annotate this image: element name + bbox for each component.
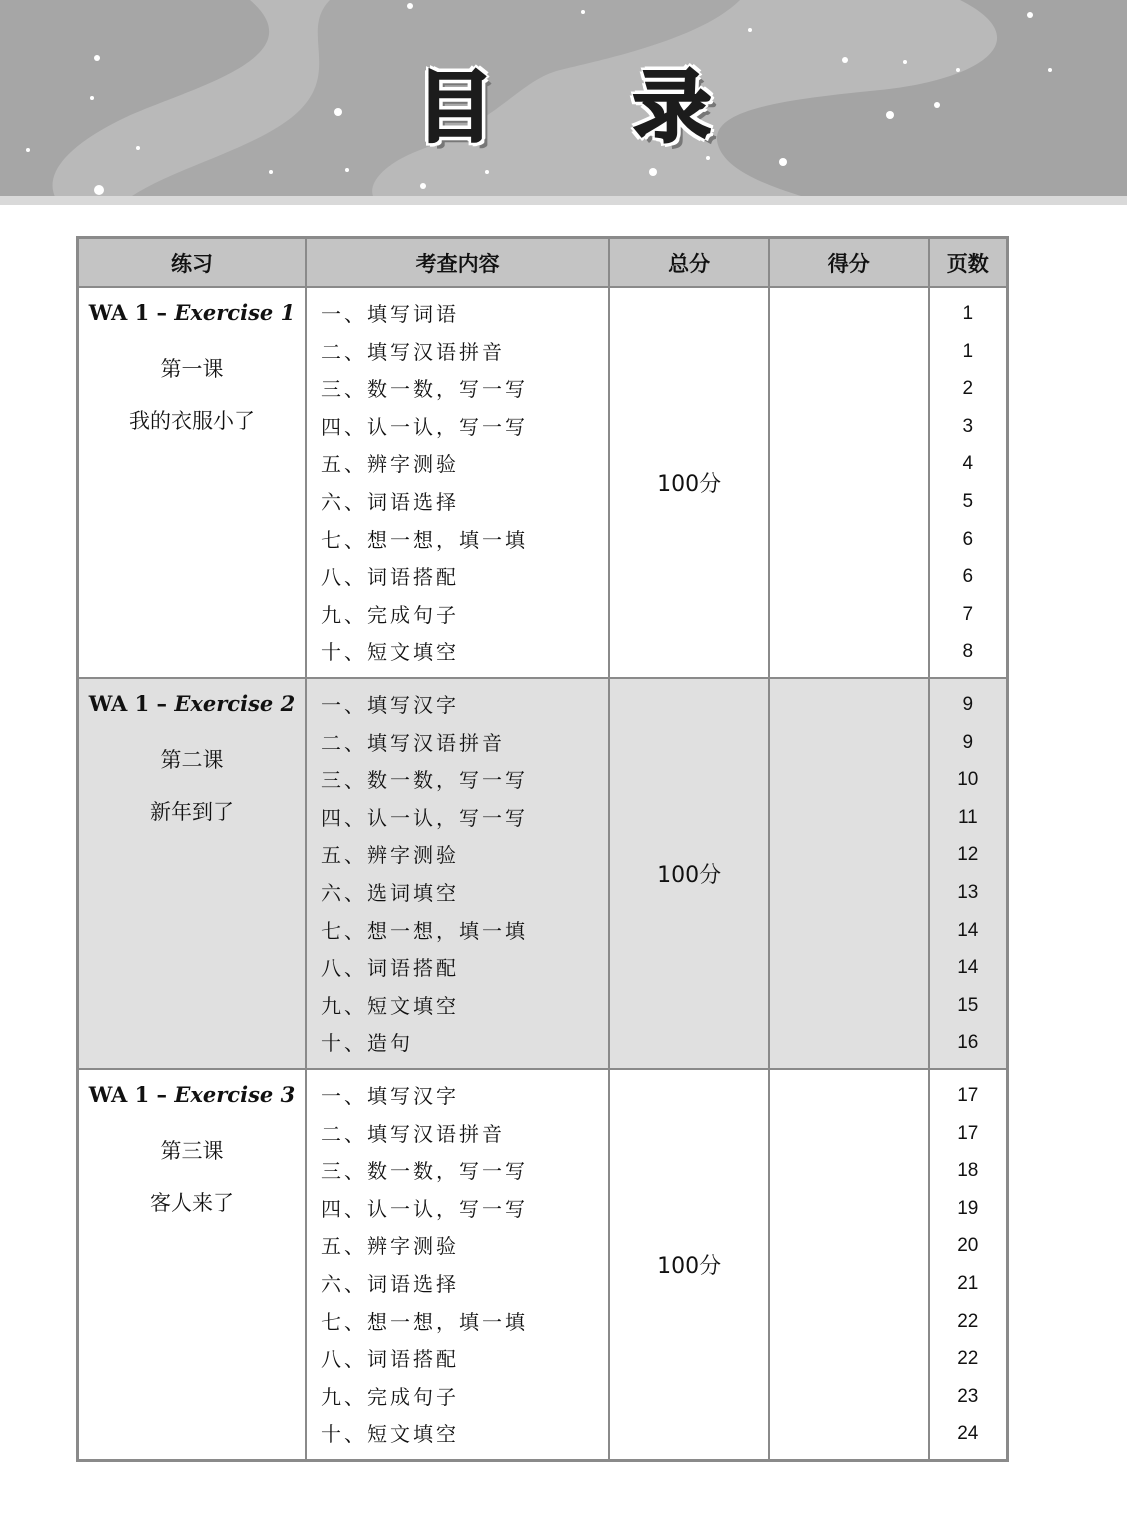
- page-number: 21: [957, 1272, 979, 1294]
- content-item: 二、填写汉语拼音: [320, 730, 505, 755]
- page-cell: [929, 287, 1008, 678]
- page-number: 16: [957, 1032, 979, 1054]
- exercise-row: [78, 678, 1008, 1069]
- total-score-cell: [609, 678, 769, 1069]
- page-number: 1: [962, 340, 974, 362]
- content-item: 十、短文填空: [320, 1422, 459, 1447]
- page-number: 17: [957, 1122, 979, 1144]
- header-content: 考查内容: [306, 238, 609, 288]
- score-cell: [769, 287, 929, 678]
- content-item: 三、数一数，写一写: [320, 377, 528, 402]
- page-number: 3: [962, 415, 974, 437]
- page-number: 6: [962, 528, 974, 550]
- content-item: 二、填写汉语拼音: [320, 339, 505, 364]
- content-item: 九、完成句子: [320, 602, 459, 627]
- content-item: 九、短文填空: [320, 993, 459, 1018]
- content-item: 八、词语搭配: [320, 1347, 459, 1372]
- exercise-code: WA 1 – Exercise 2: [88, 691, 296, 716]
- page-number: 2: [962, 378, 974, 400]
- content-item: 七、想一想，填一填: [320, 527, 528, 552]
- lesson-number: 第二课: [160, 748, 224, 772]
- content-item: 九、完成句子: [320, 1384, 459, 1409]
- content-item: 七、想一想，填一填: [320, 1309, 528, 1334]
- page-number: 15: [957, 994, 979, 1016]
- lesson-title: 新年到了: [149, 800, 234, 824]
- header-total-score: 总分: [609, 238, 769, 288]
- content-cell: [306, 678, 609, 1069]
- table-header-row: [78, 238, 1008, 288]
- page-number: 8: [962, 641, 974, 663]
- header-page: 页数: [929, 238, 1008, 288]
- content-cell: [306, 287, 609, 678]
- page-number: 1: [962, 303, 974, 324]
- content-item: 五、辨字测验: [320, 452, 459, 477]
- content-item: 十、造句: [320, 1031, 413, 1056]
- page-number: 10: [957, 769, 979, 791]
- exercise-cell: [78, 287, 306, 678]
- page-number: 22: [957, 1348, 979, 1370]
- exercise-row: [78, 287, 1008, 678]
- page-number: 5: [962, 490, 974, 512]
- content-item: 四、认一认，写一写: [320, 805, 528, 830]
- page-number: 14: [957, 957, 979, 979]
- score-cell: [769, 1069, 929, 1461]
- content-item: 六、词语选择: [320, 1271, 459, 1296]
- total-score: 100分: [657, 863, 722, 888]
- content-item: 八、词语搭配: [320, 565, 459, 590]
- page-number: 23: [957, 1385, 979, 1407]
- content-item: 一、填写汉字: [320, 1084, 459, 1108]
- content-item: 四、认一认，写一写: [320, 414, 528, 439]
- page-number: 6: [962, 566, 974, 588]
- page-number: 17: [957, 1085, 979, 1106]
- lesson-title: 我的衣服小了: [128, 409, 255, 433]
- exercise-code: WA 1 – Exercise 1: [88, 300, 296, 325]
- content-item: 五、辨字测验: [320, 1234, 459, 1259]
- total-score-cell: [609, 1069, 769, 1461]
- header-banner: [0, 0, 1127, 205]
- content-item: 六、选词填空: [320, 880, 459, 905]
- page-number: 9: [962, 731, 974, 753]
- content-item: 一、填写汉字: [320, 693, 459, 717]
- total-score: 100分: [657, 1254, 722, 1279]
- page-title: 目 录: [415, 63, 768, 153]
- banner-divider: [0, 196, 1127, 205]
- header-exercise: 练习: [78, 238, 306, 288]
- content-item: 八、词语搭配: [320, 956, 459, 981]
- header-score: 得分: [769, 238, 929, 288]
- page-number: 19: [957, 1197, 979, 1219]
- total-score: 100分: [657, 472, 722, 497]
- page-number: 13: [957, 881, 979, 903]
- page-number: 4: [962, 453, 974, 475]
- page-number: 14: [957, 919, 979, 941]
- page-number: 7: [962, 603, 974, 625]
- total-score-cell: [609, 287, 769, 678]
- page-number: 18: [957, 1160, 979, 1182]
- contents-table: [76, 236, 1009, 1462]
- exercise-row: [78, 1069, 1008, 1461]
- content-item: 六、词语选择: [320, 489, 459, 514]
- page-cell: [929, 1069, 1008, 1461]
- page-number: 11: [957, 806, 978, 828]
- lesson-title: 客人来了: [149, 1191, 234, 1215]
- page-number: 24: [957, 1423, 979, 1445]
- page-number: 22: [957, 1310, 979, 1332]
- content-item: 二、填写汉语拼音: [320, 1121, 505, 1146]
- page-number: 20: [957, 1235, 979, 1257]
- lesson-number: 第一课: [160, 357, 224, 381]
- page-number: 12: [957, 844, 979, 866]
- score-cell: [769, 678, 929, 1069]
- lesson-number: 第三课: [160, 1139, 224, 1163]
- content-item: 四、认一认，写一写: [320, 1196, 528, 1221]
- content-item: 十、短文填空: [320, 640, 459, 665]
- content-item: 三、数一数，写一写: [320, 1159, 528, 1184]
- content-item: 一、填写词语: [320, 302, 459, 326]
- page-cell: [929, 678, 1008, 1069]
- page-number: 9: [962, 694, 974, 715]
- exercise-cell: [78, 678, 306, 1069]
- exercise-code: WA 1 – Exercise 3: [88, 1082, 296, 1107]
- content-item: 七、想一想，填一填: [320, 918, 528, 943]
- content-item: 三、数一数，写一写: [320, 768, 528, 793]
- content-item: 五、辨字测验: [320, 843, 459, 868]
- exercise-cell: [78, 1069, 306, 1461]
- content-cell: [306, 1069, 609, 1461]
